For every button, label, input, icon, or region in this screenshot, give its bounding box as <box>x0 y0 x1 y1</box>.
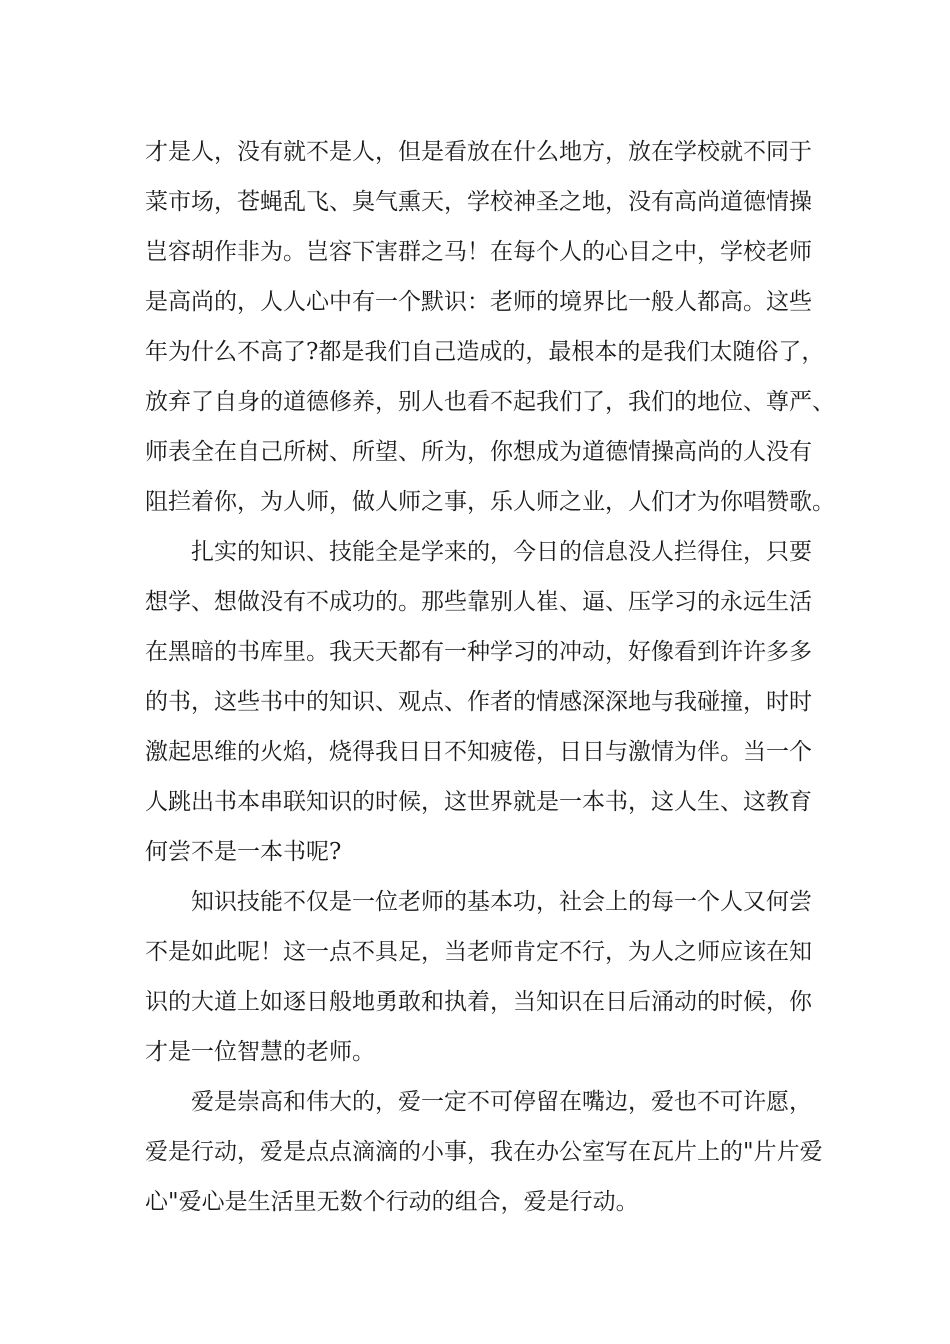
text-line: 师表全在自己所树、所望、所为，你想成为道德情操高尚的人没有 <box>145 439 812 465</box>
text-line: 不是如此呢！这一点不具足，当老师肯定不行，为人之师应该在知 <box>145 939 812 965</box>
text-line: 扎实的知识、技能全是学来的，今日的信息没人拦得住，只要 <box>191 539 812 565</box>
text-line: 才是一位智慧的老师。 <box>145 1039 375 1065</box>
text-line: 年为什么不高了?都是我们自己造成的，最根本的是我们太随俗了， <box>145 339 825 365</box>
text-line: 才是人，没有就不是人，但是看放在什么地方，放在学校就不同于 <box>145 139 812 165</box>
text-line: 阻拦着你，为人师，做人师之事，乐人师之业，人们才为你唱赞歌。 <box>145 489 835 515</box>
text-line: 心"爱心是生活里无数个行动的组合，爱是行动。 <box>145 1189 639 1215</box>
text-line: 何尝不是一本书呢? <box>145 839 342 865</box>
text-line: 岂容胡作非为。岂容下害群之马！在每个人的心目之中，学校老师 <box>145 239 812 265</box>
text-line: 激起思维的火焰，烧得我日日不知疲倦，日日与激情为伴。当一个 <box>145 739 812 765</box>
text-line: 放弃了自身的道德修养，别人也看不起我们了，我们的地位、尊严、 <box>145 389 835 415</box>
text-line: 是高尚的，人人心中有一个默识：老师的境界比一般人都高。这些 <box>145 289 812 315</box>
text-line: 识的大道上如逐日般地勇敢和执着，当知识在日后涌动的时候，你 <box>145 989 812 1015</box>
document-body <box>145 127 835 1227</box>
text-line: 人跳出书本串联知识的时候，这世界就是一本书，这人生、这教育 <box>145 789 812 815</box>
paragraph-1 <box>145 127 835 527</box>
text-line: 知识技能不仅是一位老师的基本功，社会上的每一个人又何尝 <box>191 889 812 915</box>
paragraph-3 <box>145 877 810 1077</box>
text-line: 的书，这些书中的知识、观点、作者的情感深深地与我碰撞，时时 <box>145 689 812 715</box>
text-line: 菜市场，苍蝇乱飞、臭气熏天，学校神圣之地，没有高尚道德情操 <box>145 189 812 215</box>
text-line: 在黑暗的书库里。我天天都有一种学习的冲动，好像看到许许多多 <box>145 639 812 665</box>
text-line: 爱是崇高和伟大的，爱一定不可停留在嘴边，爱也不可许愿， <box>191 1089 812 1115</box>
text-line: 想学、想做没有不成功的。那些靠别人崔、逼、压学习的永远生活 <box>145 589 812 615</box>
paragraph-4 <box>145 1077 823 1227</box>
text-line: 爱是行动，爱是点点滴滴的小事，我在办公室写在瓦片上的"片片爱 <box>145 1139 823 1165</box>
paragraph-2 <box>145 527 810 877</box>
